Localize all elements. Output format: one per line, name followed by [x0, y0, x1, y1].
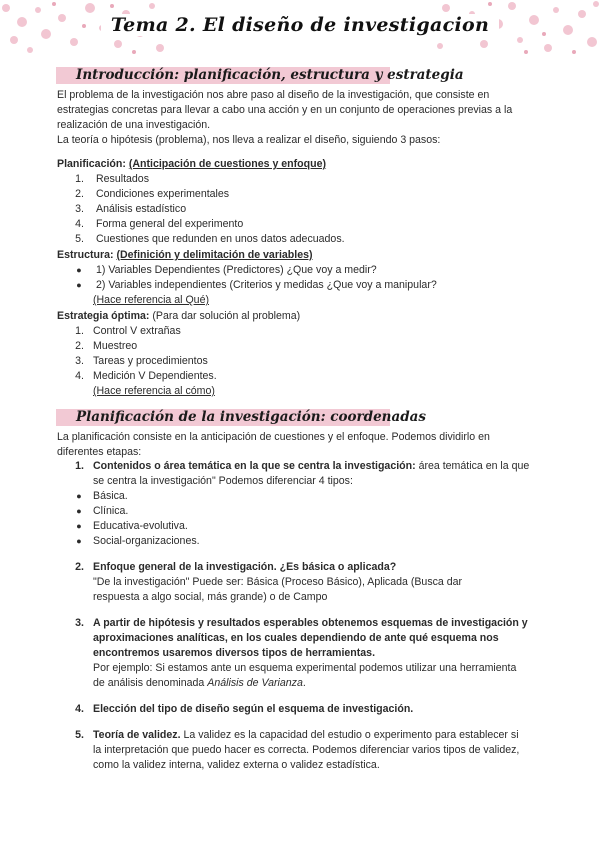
page-title: Tema 2. El diseño de investigacion [0, 18, 600, 33]
estrategia-note: (Hace referencia al cómo) [93, 385, 215, 397]
page-header [0, 0, 600, 58]
estructura-note: (Hace referencia al Qué) [93, 294, 209, 306]
intro-paragraph: El problema de la investigación nos abre paso al diseño de la investigación, que consiste en estrategias concretas para llevar a cabo una acción y en un conjunto de operaciones previas a la realización de una investigación. La teoría o hipótesis (problema), nos lleva a realizar el diseño, siguiendo 3 pasos: [57, 89, 513, 146]
section-heading-planificacion: Planificación de la investigación: coordenadas [56, 409, 390, 426]
estructura-label: Estructura: (Definición y delimitación de variables) [57, 249, 313, 261]
estrategia-label: Estrategia óptima: (Para dar solución al problema) [57, 310, 301, 322]
section2-intro: La planificación consiste en la anticipación de cuestiones y el enfoque. Podemos dividirlo en diferentes etapas: [57, 431, 490, 458]
planificacion-label: Planificación: (Anticipación de cuestiones y enfoque) [57, 158, 327, 170]
section-heading-introduccion: Introducción: planificación, estructura y estrategia [56, 67, 390, 84]
